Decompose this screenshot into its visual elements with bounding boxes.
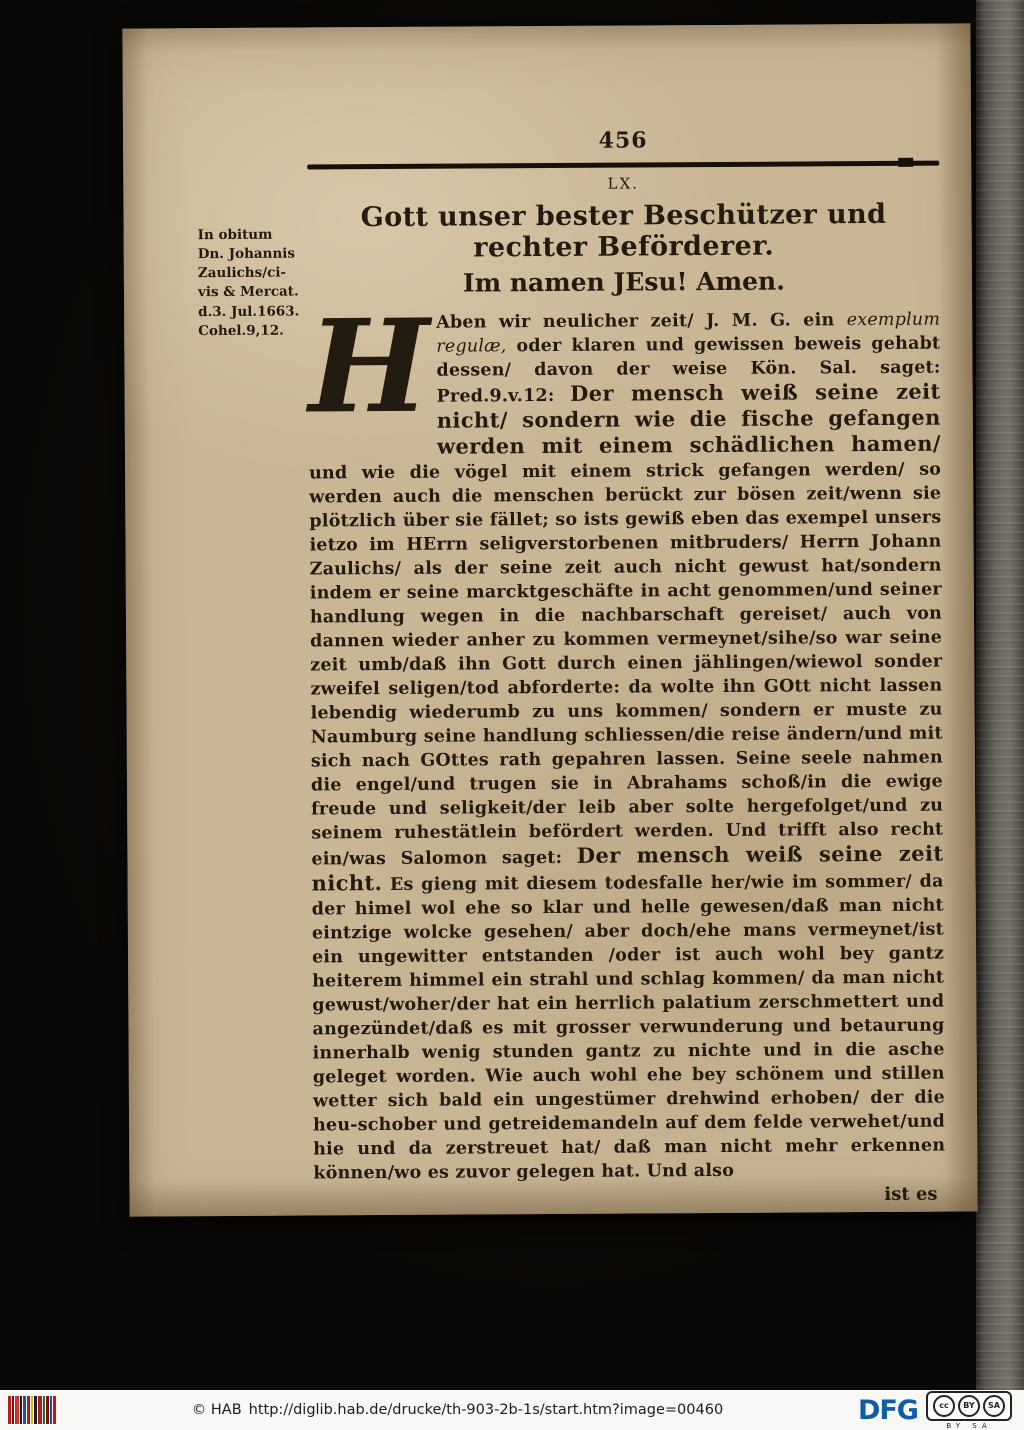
body-segment: Aben wir neulicher zeit/ J. M. G. ein	[436, 310, 847, 333]
body-segment: oder klaren und gewissen beweis gehabt dessen/ davon der weise Kön. Sal. saget: Pred.9.v.12:	[436, 333, 941, 407]
color-calibration-strip	[8, 1396, 57, 1424]
cc-by-icon: BY	[958, 1395, 980, 1417]
dfg-logo[interactable]: DFG	[857, 1394, 918, 1426]
header-rule	[307, 161, 939, 170]
book-fore-edge	[976, 0, 1024, 1390]
cc-license-caption: BY SA	[946, 1421, 992, 1430]
title-line-2: Im namen JEsu! Amen.	[462, 266, 785, 298]
catchword: ist es	[884, 1183, 938, 1205]
footer-attribution	[192, 1402, 723, 1418]
body-segment-emphasis: Der mensch weiß seine zeit nicht.	[311, 840, 944, 896]
cc-icon: cc	[933, 1395, 955, 1417]
copyright-label: © HAB	[191, 1402, 242, 1418]
title-line-1: Gott unser bester Beschützer und rechter Beförderer.	[360, 198, 887, 264]
page-content	[307, 126, 946, 1209]
cc-license-badge[interactable]	[926, 1391, 1012, 1430]
scanned-page	[122, 23, 977, 1216]
body-segment-latin: exemplum regulæ,	[436, 309, 941, 357]
body-segment: und wie die vögel mit einem strick gefangen werden/ so werden auch die menschen berückt zur bösen zeit/wenn sie plötzlich über sie fället; so ists gewiß eben das exempel unsers ietzo im HErrn seligverstorbenen mitbruders/ Herrn Johann Zaulichs/ als der seine zeit auch nicht gewust hat/sondern indem er seine marcktgeschäfte in acht genommen/und seiner handlung wegen in die nachbarschaft gereiset/ auch von dannen wieder anher zu kommen vermeynet/sihe/so war seine zeit umb/daß ihn Gott durch einen jählingen/wiewol sonder zweifel seligen/tod abforderte: da wolte ihn GOtt nicht lassen lebendig wiederumb zu uns kommen/ sondern er muste zu Naumburg seine handlung schliessen/die reise ändern/und mit sich nach GOttes rath gepahren lassen. Seine seele nahmen die engel/und trugen sie in Abrahams schoß/in die ewige freude und seligkeit/der leib aber solte hergefolget/und zu seinem ruhestätlein befördert werden. Und trifft also recht ein/was Salomon saget:	[309, 459, 944, 870]
body-segment: Es gieng mit diesem todesfalle her/wie im sommer/ da der himel wol ehe so klar und helle gewesen/daß man nicht eintzige wolcke gesehen/ aber doch/ehe mans vermeynet/ist ein ungewitter entstanden /oder ist auch wohl bey gantz heiterem himmel ein strahl und schlag kommen/ da man nicht gewust/woher/der hat ein herrlich palatium zerschmettert und angezündet/daß es mit grosser verwunderung und betaurung innerhalb wenig stunden gantz zu nichte und in die asche geleget worden. Wie auch wohl ehe bey schönem und stillen wetter sich bald ein ungestümer drehwind erhoben/ der die heu-schober und getreidemandeln auf dem felde verwehet/und hie und da zerstreuet hat/ daß man nicht mehr erkennen können/wo es zuvor gelegen hat. Und also	[311, 871, 946, 1184]
drop-cap-initial: H	[307, 291, 431, 443]
body-segment-emphasis: Der mensch weiß seine zeit nicht/ sondern wie die fische gefangen werden mit einem schädlichen hamen/	[436, 378, 942, 459]
margin-note: In obitum Dn. Johannis Zaulichs/ci- vis & Mercat. d.3. Jul.1663. Cohel.9,12.	[197, 226, 300, 339]
cc-sa-icon: SA	[983, 1395, 1005, 1417]
cc-icon-row	[926, 1391, 1012, 1421]
source-url-link[interactable]: http://diglib.hab.de/drucke/th-903-2b-1s/start.htm?image=00460	[248, 1402, 724, 1418]
body-text	[307, 291, 946, 1186]
section-number: LX.	[607, 174, 640, 193]
footer-bar	[0, 1390, 1024, 1430]
page-number: 456	[598, 127, 648, 154]
